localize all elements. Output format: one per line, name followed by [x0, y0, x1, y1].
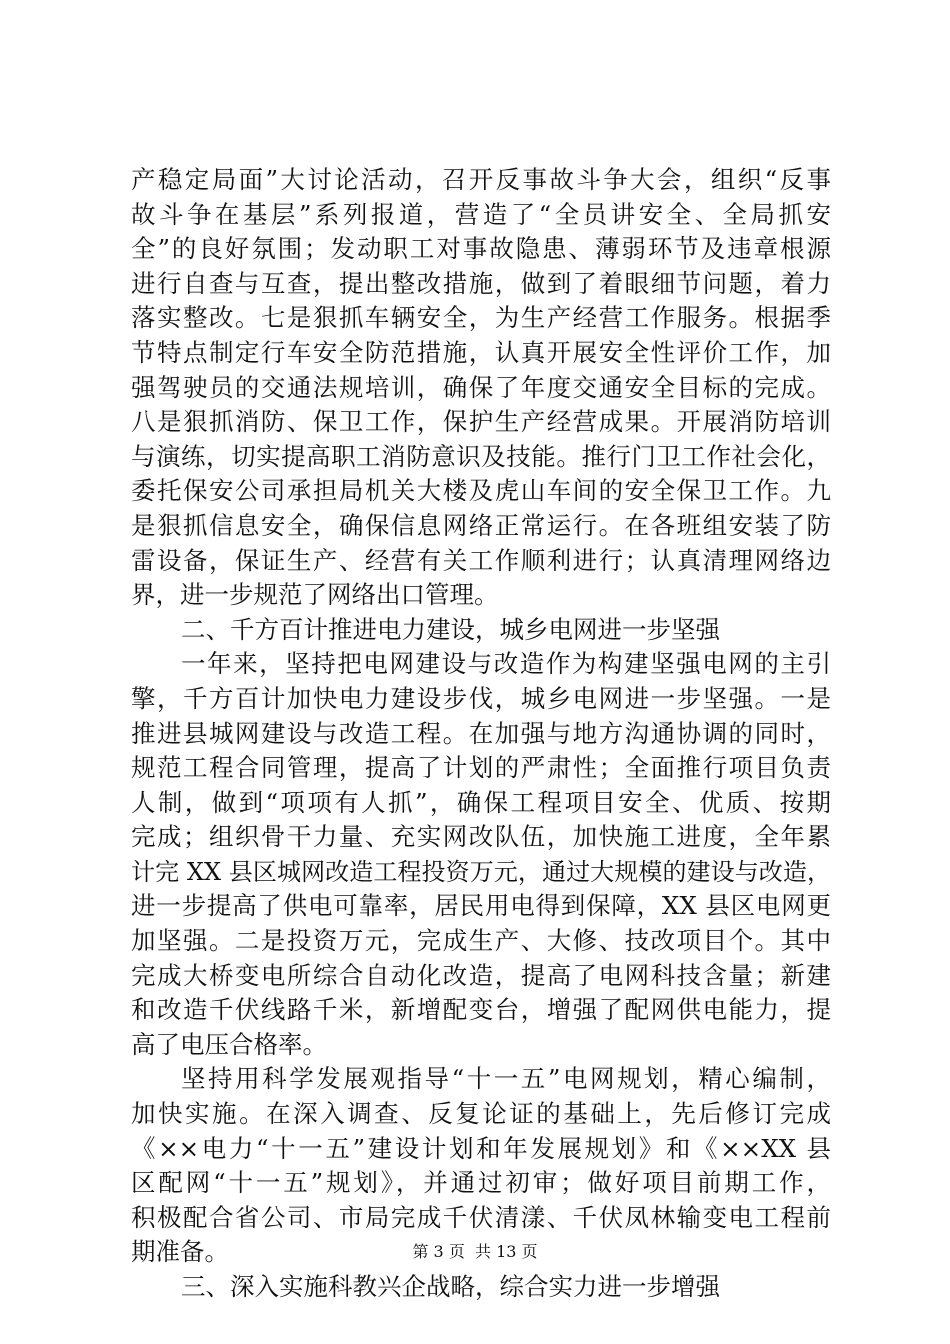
- text-line: 强驾驶员的交通法规培训，确保了年度交通安全目标的完成。: [131, 372, 831, 402]
- text-line: 积极配合省公司、市局完成千伏清漾、千伏凤林输变电工程前: [131, 1202, 831, 1232]
- text-line: 是狠抓信息安全，确保信息网络正常运行。在各班组安装了防: [131, 510, 831, 540]
- text-line: 坚持用科学发展观指导“十一五”电网规划，精心编制，: [181, 1064, 831, 1094]
- text-line: 故斗争在基层”系列报道，营造了“全员讲安全、全局抓安: [131, 199, 831, 229]
- text-line: 和改造千伏线路千米，新增配变台，增强了配网供电能力，提: [131, 995, 831, 1025]
- text-line: 完成大桥变电所综合自动化改造，提高了电网科技含量；新建: [131, 960, 831, 990]
- document-body: [131, 163, 831, 1305]
- text-line: 人制，做到“项项有人抓”，确保工程项目安全、优质、按期: [131, 787, 831, 817]
- text-line: 加坚强。二是投资万元，完成生产、大修、技改项目个。其中: [131, 926, 831, 956]
- text-line: 区配网“十一五”规划》，并通过初审；做好项目前期工作，: [131, 1168, 831, 1198]
- text-line: 高了电压合格率。: [131, 1029, 327, 1059]
- text-line: 雷设备，保证生产、经营有关工作顺利进行；认真清理网络边: [131, 545, 831, 575]
- text-line: 规范工程合同管理，提高了计划的严肃性；全面推行项目负责: [131, 753, 831, 783]
- text-line: 加快实施。在深入调查、反复论证的基础上，先后修订完成: [131, 1099, 831, 1129]
- text-line: 《××电力“十一五”建设计划和年发展规划》和《××XX 县: [131, 1133, 831, 1163]
- text-line: 三、深入实施科教兴企战略，综合实力进一步增强: [181, 1272, 720, 1301]
- text-line: 委托保安公司承担局机关大楼及虎山车间的安全保卫工作。九: [131, 476, 831, 506]
- text-line: 进行自查与互查，提出整改措施，做到了着眼细节问题，着力: [131, 268, 831, 298]
- text-line: 一年来，坚持把电网建设与改造作为构建坚强电网的主引: [181, 649, 831, 679]
- text-line: 产稳定局面”大讨论活动，召开反事故斗争大会，组织“反事: [131, 165, 831, 194]
- page-footer: [0, 1242, 950, 1262]
- text-line: 推进县城网建设与改造工程。在加强与地方沟通协调的同时，: [131, 718, 831, 748]
- text-line: 落实整改。七是狠抓车辆安全，为生产经营工作服务。根据季: [131, 303, 831, 333]
- text-line: 二、千方百计推进电力建设，城乡电网进一步坚强: [181, 614, 720, 644]
- text-line: 进一步提高了供电可靠率，居民用电得到保障，XX 县区电网更: [131, 891, 831, 921]
- text-line: 节特点制定行车安全防范措施，认真开展安全性评价工作，加: [131, 337, 831, 367]
- text-line: 界，进一步规范了网络出口管理。: [131, 580, 499, 610]
- text-line: 计完 XX 县区城网改造工程投资万元，通过大规模的建设与改造，: [131, 857, 831, 886]
- text-line: 擎，千方百计加快电力建设步伐，城乡电网进一步坚强。一是: [131, 683, 831, 713]
- page-number-label: 第 3 页 共 13 页: [412, 1242, 538, 1261]
- text-line: 全”的良好氛围；发动职工对事故隐患、薄弱环节及违章根源: [131, 234, 831, 264]
- text-line: 与演练，切实提高职工消防意识及技能。推行门卫工作社会化，: [131, 441, 831, 471]
- text-line: 期准备。: [131, 1237, 229, 1267]
- text-line: 完成；组织骨干力量、充实网改队伍，加快施工进度，全年累: [131, 822, 831, 852]
- text-line: 八是狠抓消防、保卫工作，保护生产经营成果。开展消防培训: [131, 407, 831, 437]
